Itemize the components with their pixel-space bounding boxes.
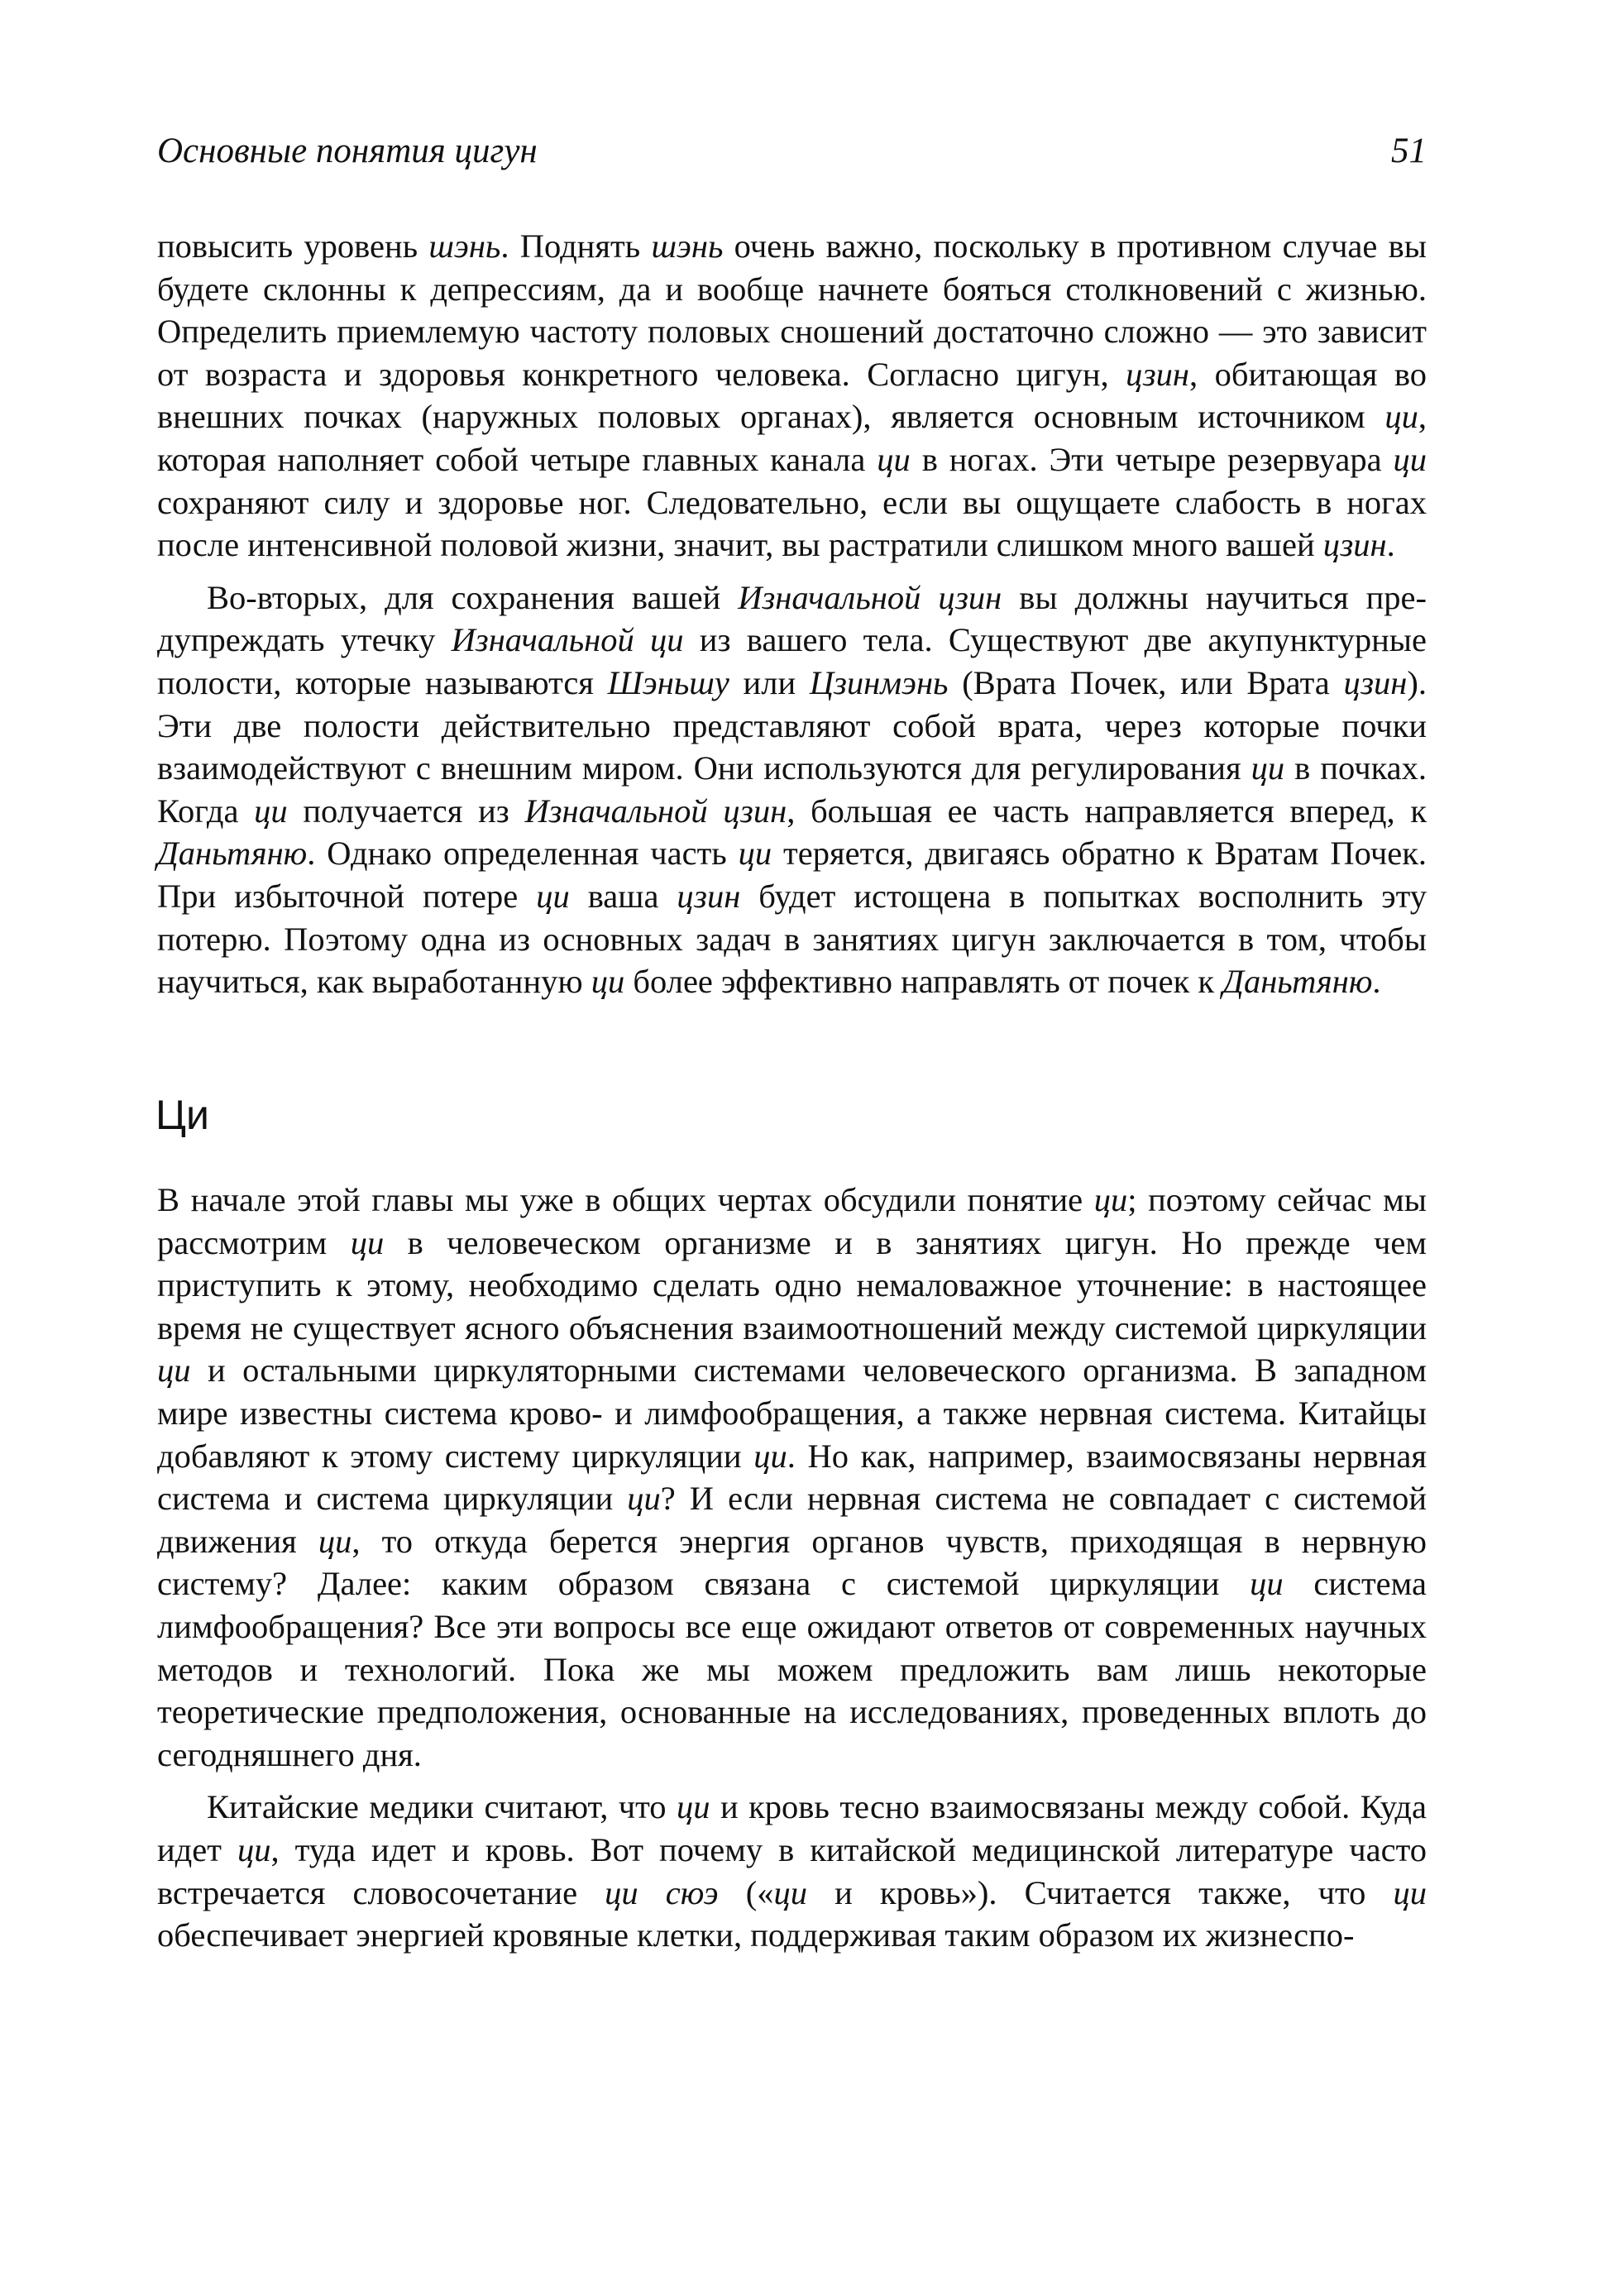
emphasis-term: Цзинмэнь <box>809 663 949 701</box>
emphasis-term: ци <box>1393 1873 1427 1911</box>
text-run: В начале этой главы мы уже в общих чертах обсудили понятие <box>157 1181 1094 1218</box>
emphasis-term: шэнь <box>651 227 724 265</box>
text-run: повысить уровень <box>157 227 429 265</box>
emphasis-term: ци <box>591 963 625 1001</box>
text-run: из вашего тела. Существуют две акупунктурные полости, которые называются <box>157 621 1427 701</box>
page-number: 51 <box>1391 132 1427 170</box>
text-run: (Врата Почек, или Врата <box>948 663 1344 701</box>
text-block-top <box>157 225 1427 1003</box>
text-run: в ногах. Эти четыре резервуара <box>910 440 1394 478</box>
text-run: . <box>1386 526 1395 564</box>
emphasis-term: ци <box>157 1351 191 1390</box>
text-run: , то откуда берется энергия органов чувств, приходящая в нервную систему? Далее: каким образом связана с системой циркуляции <box>157 1522 1427 1603</box>
running-head <box>157 131 1427 180</box>
emphasis-term: цзин <box>1343 663 1408 701</box>
text-run: в почках. Когда <box>157 749 1427 830</box>
text-run: очень важно, поскольку в противном случае вы будете склонны к депрессиям, да и вообще начнете бояться столкновений с жизнью. Определить приемлемую частоту половых сношений достаточно сложно — это зависит от возраста и здоровья конкретного человека. Согласно цигун, <box>157 227 1427 393</box>
text-run: ваша <box>569 877 677 915</box>
emphasis-term: ци <box>627 1480 661 1518</box>
text-run: теряется, двигаясь обратно к Вратам Почек. При избыточной потере <box>157 835 1427 915</box>
emphasis-term: Шэньшу <box>607 663 729 701</box>
text-run: ). Эти две полости действительно представляют собой врата, через которые почки взаимодействуют с внешним миром. Они используются для регулирования <box>157 663 1427 787</box>
emphasis-term: ци <box>1093 1181 1128 1218</box>
emphasis-term: Изначальной ци <box>451 621 684 659</box>
emphasis-term: ци <box>677 1788 710 1826</box>
emphasis-term: ци <box>753 1437 787 1475</box>
emphasis-term: ци <box>237 1830 271 1868</box>
text-run: в человеческом организме и в занятиях цигун. Но прежде чем приступить к этому, необходимо сделать одно немаловажное уточнение: в настоящее время не существует ясного объяснения взаимоотношений между системой циркуляции <box>157 1223 1427 1347</box>
emphasis-term: Даньтяню <box>157 835 308 873</box>
paragraph-4 <box>157 1786 1427 1956</box>
emphasis-term: ци <box>1251 749 1285 787</box>
text-run: (« <box>718 1873 774 1911</box>
text-run: обеспечивает энергией кровяные клетки, поддерживая таким образом их жизнеспо- <box>157 1916 1355 1954</box>
emphasis-term: Изначальной цзин <box>524 792 787 830</box>
text-run: будет истощена в попытках восполнить эту потерю. Поэтому одна из основных задач в занятиях цигун заключается в том, чтобы научиться, как выработанную <box>157 877 1427 1001</box>
section-heading: Ци <box>155 1092 209 1138</box>
text-run: более эффективно направлять от почек к <box>624 963 1223 1001</box>
text-run: и кровь»). Считается также, что <box>806 1873 1394 1911</box>
text-run: вы должны научиться предупреждать утечку <box>157 578 1427 659</box>
text-run: или <box>729 663 810 701</box>
text-run: , обитающая во внешних почках (наружных половых органах), является основным источником <box>157 355 1427 436</box>
text-run: сохраняют силу и здоровье ног. Следовательно, если вы ощущаете слабость в ногах после интенсивной половой жизни, значит, вы растратили слишком много вашей <box>157 483 1427 564</box>
emphasis-term: ци <box>318 1522 352 1560</box>
emphasis-term: ци <box>738 835 772 873</box>
text-run: , большая ее часть направляется вперед, к <box>787 792 1427 830</box>
emphasis-term: ци <box>877 440 911 478</box>
emphasis-term: ци <box>254 792 288 830</box>
emphasis-term: ци <box>1250 1565 1284 1603</box>
paragraph-2 <box>157 576 1427 1003</box>
text-run: система лимфообращения? Все эти вопросы все еще ожидают ответов от современных научных методов и технологий. Пока же мы можем предложить вам лишь некоторые теоретические предположения, основанные на исследованиях, проведенных вплоть до сегодняшнего дня. <box>157 1565 1427 1773</box>
emphasis-term: цзин <box>677 877 741 915</box>
text-run: и остальными циркуляторными системами человеческого организма. В западном мире известны система крово- и лимфообращения, а также нервная система. Китайцы добавляют к этому систему циркуляции <box>157 1351 1427 1475</box>
text-run: ? И если нервная система не совпадает с системой движения <box>157 1480 1427 1560</box>
text-run: . <box>1372 963 1381 1001</box>
emphasis-term: Даньтяню <box>1222 963 1373 1001</box>
text-run: и кровь тесно взаимосвязаны между собой. Куда идет <box>157 1788 1427 1868</box>
emphasis-term: шэнь <box>428 227 501 265</box>
emphasis-term: ци <box>350 1223 385 1261</box>
emphasis-term: ци <box>536 877 570 915</box>
text-run: получается из <box>287 792 525 830</box>
text-run: , которая наполняет собой четыре главных канала <box>157 398 1427 478</box>
text-run: . Но как, например, взаимосвязаны нервная система и система циркуляции <box>157 1437 1427 1518</box>
text-run: ; поэтому сейчас мы рассмотрим <box>157 1181 1427 1261</box>
emphasis-term: цзин <box>1322 526 1387 564</box>
emphasis-term: ци <box>1384 398 1418 436</box>
running-title: Основные понятия цигун <box>157 132 538 170</box>
emphasis-term: Изначальной цзин <box>738 578 1002 616</box>
paragraph-1 <box>157 225 1427 567</box>
text-run: Во-вторых, для сохранения вашей <box>207 578 739 616</box>
emphasis-term: ци <box>773 1873 807 1911</box>
text-run: Китайские медики считают, что <box>207 1788 677 1826</box>
paragraph-3 <box>157 1179 1427 1776</box>
text-run: . Поднять <box>500 227 652 265</box>
emphasis-term: ци сюэ <box>605 1873 719 1911</box>
text-block-bottom <box>157 1179 1427 1957</box>
text-run: , туда идет и кровь. Вот почему в китайской медицинской литературе часто встречается словосочетание <box>157 1830 1427 1911</box>
emphasis-term: ци <box>1393 440 1427 478</box>
emphasis-term: цзин <box>1126 355 1190 393</box>
text-run: . Однако определенная часть <box>307 835 739 873</box>
